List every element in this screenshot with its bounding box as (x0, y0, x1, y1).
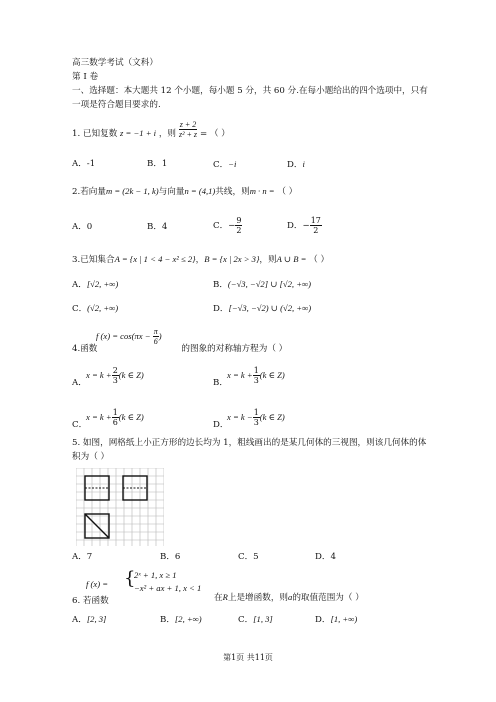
q4-option-b-expr: x = k + $\frac{1}{3}$ (k ∈ Z) (227, 366, 285, 385)
q4-function: f (x) = cos(πx − $\frac{\pi}{6}$ ) (96, 327, 162, 346)
q3-option-b[interactable]: B．(−√3, −√2] ∪ [√2, +∞) (213, 279, 311, 290)
q6-option-b[interactable]: B．[2, +∞) (160, 614, 202, 625)
q4-option-c[interactable]: C． (72, 420, 88, 430)
question-6-stem-post: 在R上是增函数，则a的取值范围为（ ） (214, 592, 364, 603)
question-1-stem: 1. 已知复数 z = −1 + i ，则 $\frac{z + 2}{\text{z² + z}}$ = （ ） (72, 120, 230, 139)
question-6-stem: 6. 若函数 (72, 596, 109, 606)
q6-piece1: 2ˣ + 1, x ≥ 1 (134, 570, 177, 580)
q4-option-b[interactable]: B． (213, 378, 228, 388)
q6-option-d[interactable]: D．[1, +∞) (315, 614, 358, 625)
q6-brace: { (124, 568, 136, 589)
q5-option-b[interactable]: B．6 (160, 552, 181, 562)
instructions-line2: 一项是符合题目要求的. (72, 100, 161, 110)
page-footer: 第1页 共11页 (223, 653, 273, 662)
q4-option-d-expr: x = k − $\frac{1}{3}$ (k ∈ Z) (227, 408, 285, 427)
q4-option-d[interactable]: D． (213, 420, 229, 430)
q1-option-c[interactable]: C．−i (213, 159, 237, 170)
q1-option-a[interactable]: A．-1 (72, 159, 96, 169)
q3-option-c[interactable]: C．(√2, +∞) (72, 303, 119, 314)
question-5-line1: 5. 如图，网格纸上小正方形的边长均为 1，粗线画出的是某几何体的三视图，则该几何体的体 (72, 438, 427, 448)
q6-option-a[interactable]: A．[2, 3] (72, 614, 107, 625)
q5-option-d[interactable]: D．4 (315, 552, 336, 562)
q2-option-d[interactable]: D．− $\frac{17}{2}$ (287, 216, 321, 235)
q6-option-c[interactable]: C．[1, 3] (238, 614, 273, 625)
q3-option-a[interactable]: A．[√2, +∞) (72, 279, 119, 290)
q1-option-b[interactable]: B．1 (147, 159, 168, 169)
question-3-stem: 3.已知集合A = {x | 1 < 4 − x² ≤ 2}，B = {x | 2x > 3}，则A ∪ B = （ ） (72, 254, 330, 265)
instructions-line1: 一、选择题：本大题共 12 个小题，每小题 5 分，共 60 分.在每小题给出的四个选项中，只有 (72, 86, 428, 96)
q3-option-d[interactable]: D．[−√3, −√2) ∪ (√2, +∞) (213, 303, 312, 314)
q2-option-b[interactable]: B．4 (147, 222, 168, 232)
q5-option-c[interactable]: C．5 (238, 552, 259, 562)
q2-option-c[interactable]: C．− $\frac{9}{2}$ (213, 216, 242, 235)
q5-option-a[interactable]: A．7 (72, 552, 93, 562)
q6-function-label: f (x) = (86, 579, 109, 589)
q4-option-a-expr: x = k + $\frac{2}{3}$ (k ∈ Z) (86, 366, 144, 385)
section-label: 第 I 卷 (72, 72, 99, 82)
q6-piece2: −x² + ax + 1, x < 1 (134, 583, 202, 593)
exam-title: 高三数学考试（文科） (72, 58, 158, 68)
q2-option-a[interactable]: A．0 (72, 222, 93, 232)
q4-option-a[interactable]: A． (72, 378, 87, 388)
question-4-stem: 4.函数 的图象的对称轴方程为（ ） (72, 344, 288, 354)
question-2-stem: 2.若向量m = (2k − 1, k)与向量n = (4,1)共线，则m · n = （ ） (72, 186, 298, 197)
q4-option-c-expr: x = k + $\frac{1}{6}$ (k ∈ Z) (86, 408, 144, 427)
q1-option-d[interactable]: D．i (287, 159, 305, 170)
question-5-line2: 积为（ ） (72, 452, 110, 462)
three-view-grid-figure (76, 468, 164, 546)
